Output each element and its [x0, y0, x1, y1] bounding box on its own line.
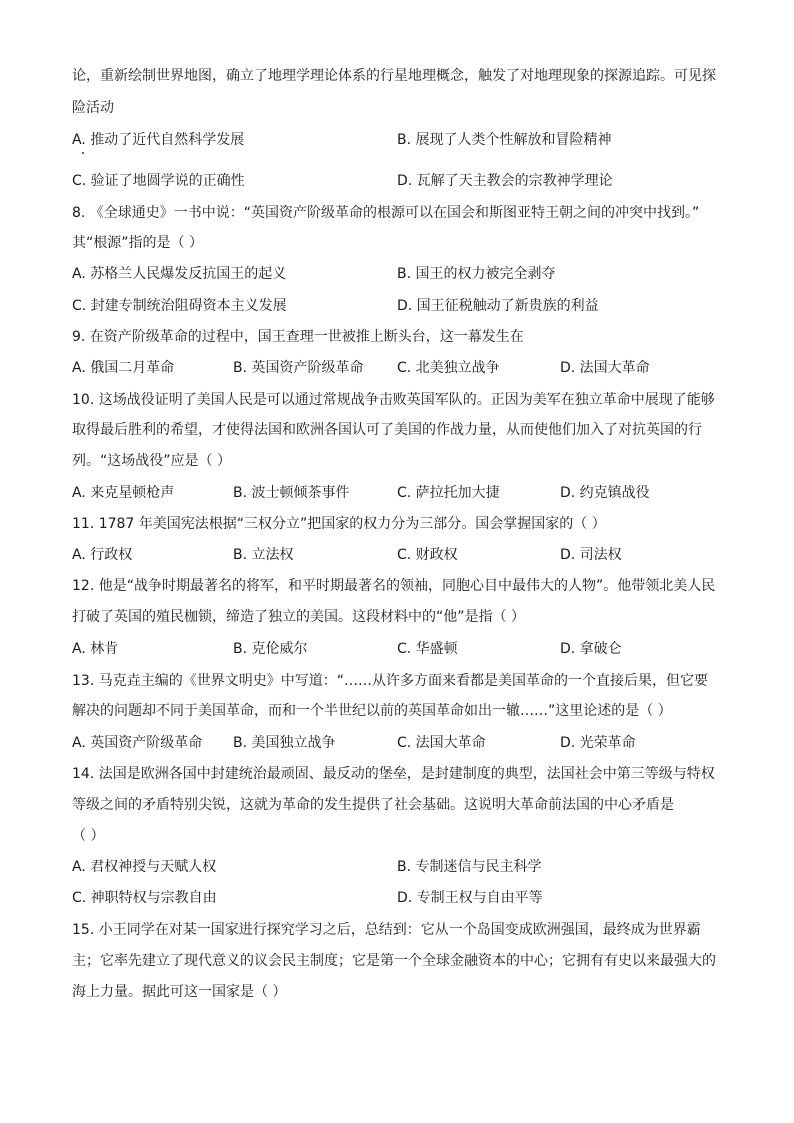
q15-stem-line: 海上力量。据此可这一国家是（ ） [72, 984, 287, 1000]
q14-option-a[interactable]: A. 君权神授与天赋人权 [72, 859, 217, 875]
q11-option-d[interactable]: D. 司法权 [560, 547, 622, 563]
q10-option-d[interactable]: D. 约克镇战役 [560, 485, 650, 501]
q11-option-a[interactable]: A. 行政权 [72, 547, 133, 563]
q8-option-c[interactable]: C. 封建专制统治阻碍资本主义发展 [72, 298, 287, 314]
q12-option-b[interactable]: B. 克伦威尔 [233, 641, 308, 657]
q14-stem-line: 等级之间的矛盾特别尖锐，这就为革命的发生提供了社会基础。这说明大革命前法国的中心矛盾是 [72, 797, 674, 813]
q8-option-a[interactable]: A. 苏格兰人民爆发反抗国王的起义 [72, 266, 287, 282]
q9-option-b[interactable]: B. 英国资产阶级革命 [233, 360, 364, 376]
stray-mark [82, 152, 84, 154]
q12-stem-line: 打破了英国的殖民枷锁，缔造了独立的美国。这段材料中的“他”是指（ ） [72, 609, 525, 625]
q9-option-a[interactable]: A. 俄国二月革命 [72, 360, 175, 376]
q13-option-d[interactable]: D. 光荣革命 [560, 735, 636, 751]
q10-stem-line: 列。“这场战役”应是（ ） [72, 453, 231, 469]
q13-stem-line: 解决的问题却不同于美国革命，而和一个半世纪以前的英国革命如出一辙……”这里论述的是（ ） [72, 703, 672, 719]
q9-option-c[interactable]: C. 北美独立战争 [397, 360, 500, 376]
q8-option-b[interactable]: B. 国王的权力被完全剥夺 [397, 266, 556, 282]
q7-option-a[interactable]: A. 推动了近代自然科学发展 [72, 132, 245, 148]
q9-option-d[interactable]: D. 法国大革命 [560, 360, 650, 376]
q9-stem-line: 9. 在资产阶级革命的过程中，国王查理一世被推上断头台，这一幕发生在 [72, 329, 524, 345]
q14-stem-line: 14. 法国是欧洲各国中封建统治最顽固、最反动的堡垒，是封建制度的典型，法国社会中第三等级与特权 [72, 766, 715, 782]
q8-option-d[interactable]: D. 国王征税触动了新贵族的利益 [397, 298, 599, 314]
q7-stem-line: 论，重新绘制世界地图，确立了地理学理论体系的行星地理概念，触发了对地理现象的探源追踪。可见探 [72, 68, 716, 84]
q13-option-c[interactable]: C. 法国大革命 [397, 735, 486, 751]
q10-option-a[interactable]: A. 来克星顿枪声 [72, 485, 175, 501]
q10-option-b[interactable]: B. 波士顿倾茶事件 [233, 485, 350, 501]
q12-stem-line: 12. 他是“战争时期最著名的将军，和平时期最著名的领袖，同胞心目中最伟大的人物”。他带领北美人民 [72, 578, 716, 594]
q8-stem-line: 其“根源”指的是（ ） [72, 235, 203, 251]
q11-option-b[interactable]: B. 立法权 [233, 547, 294, 563]
q12-option-d[interactable]: D. 拿破仑 [560, 641, 622, 657]
q15-stem-line: 主；它率先建立了现代意义的议会民主制度；它是第一个全球金融资本的中心；它拥有有史以来最强大的 [72, 953, 716, 969]
q13-stem-line: 13. 马克垚主编的《世界文明史》中写道：“……从许多方面来看都是美国革命的一个直接后果，但它要 [72, 673, 708, 689]
q12-option-c[interactable]: C. 华盛顿 [397, 641, 458, 657]
q10-option-c[interactable]: C. 萨拉托加大捷 [397, 485, 500, 501]
q8-stem-line: 8. 《全球通史》一书中说：“英国资产阶级革命的根源可以在国会和斯图亚特王朝之间的冲突中找到。” [72, 205, 700, 221]
q15-stem-line: 15. 小王同学在对某一国家进行探究学习之后，总结到：它从一个岛国变成欧洲强国，最终成为世界霸 [72, 922, 701, 938]
q13-option-a[interactable]: A. 英国资产阶级革命 [72, 735, 203, 751]
q7-option-c[interactable]: C. 验证了地圆学说的正确性 [72, 173, 245, 189]
q10-stem-line: 取得最后胜利的希望，才使得法国和欧洲各国认可了美国的作战力量，从而使他们加入了对抗英国的行 [72, 422, 702, 438]
q14-option-d[interactable]: D. 专制王权与自由平等 [397, 890, 543, 906]
q14-option-b[interactable]: B. 专制迷信与民主科学 [397, 859, 542, 875]
q11-stem-line: 11. 1787 年美国宪法根据“三权分立”把国家的权力分为三部分。国会掌握国家的（ ） [72, 516, 606, 532]
q7-option-d[interactable]: D. 瓦解了天主教会的宗教神学理论 [397, 173, 613, 189]
q7-option-b[interactable]: B. 展现了人类个性解放和冒险精神 [397, 132, 612, 148]
q13-option-b[interactable]: B. 美国独立战争 [233, 735, 336, 751]
q14-option-c[interactable]: C. 神职特权与宗教自由 [72, 890, 217, 906]
q10-stem-line: 10. 这场战役证明了美国人民是可以通过常规战争击败英国军队的。正因为美军在独立革命中展现了能够 [72, 392, 715, 408]
q7-stem-line: 险活动 [72, 100, 114, 116]
q14-stem-line: （ ） [72, 828, 105, 844]
q12-option-a[interactable]: A. 林肯 [72, 641, 119, 657]
q11-option-c[interactable]: C. 财政权 [397, 547, 458, 563]
